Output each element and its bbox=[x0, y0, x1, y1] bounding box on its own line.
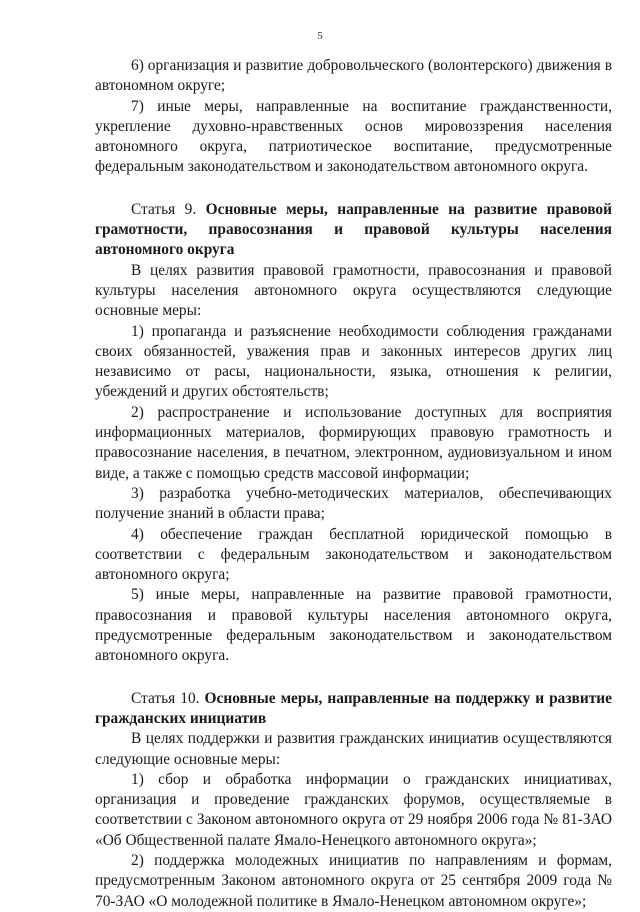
document-body bbox=[95, 56, 612, 912]
article-10-intro: В целях поддержки и развития гражданских инициатив осуществляются следующие основные меры: bbox=[95, 730, 612, 768]
list-item: 7) иные меры, направленные на воспитание гражданственности, укрепление духовно-нравственных основ мировоззрения населения автономного округа, патриотическое воспитание, предусмотренные федеральным законодательством и законодательством автономного округа. bbox=[95, 97, 612, 176]
article-9-title: Основные меры, направленные на развитие правовой грамотности, правосознания и правовой культуры населения автономного округа bbox=[95, 200, 612, 259]
article-9-prefix: Статья 9. bbox=[131, 200, 197, 218]
section-spacer bbox=[95, 667, 612, 689]
list-item: 1) сбор и обработка информации о гражданских инициативах, организация и проведение гражданских форумов, осуществляемые в соответствии с Законом автономного округа от 29 ноября 2006 года № 81-ЗАО «Об Общественной палате Ямало-Ненецкого автономного округа»; bbox=[95, 770, 612, 849]
article-9-heading bbox=[95, 200, 612, 261]
list-item: 2) поддержка молодежных инициатив по направлениям и формам, предусмотренным Законом автономного округа от 25 сентября 2009 года № 70-ЗАО «О молодежной политике в Ямало-Ненецком автономном округе»; bbox=[95, 851, 612, 910]
article-10-heading bbox=[95, 689, 612, 730]
list-item: 3) разработка учебно-методических материалов, обеспечивающих получение знаний в области права; bbox=[95, 484, 612, 523]
page-number: 5 bbox=[317, 30, 323, 42]
list-item: 2) распространение и использование доступных для восприятия информационных материалов, формирующих правовую грамотность и правосознание населения, в печатном, электронном, аудиовизуальном и ином виде, а также с помощью средств массовой информации; bbox=[95, 403, 612, 482]
list-item: 4) обеспечение граждан бесплатной юридической помощью в соответствии с федеральным законодательством и законодательством автономного округа; bbox=[95, 525, 612, 584]
section-spacer bbox=[95, 178, 612, 200]
list-item: 6) организация и развитие добровольческого (волонтерского) движения в автономном округе; bbox=[95, 57, 612, 95]
article-10-title: Основные меры, направленные на поддержку и развитие гражданских инициатив bbox=[95, 689, 612, 727]
list-item: 1) пропаганда и разъяснение необходимости соблюдения гражданами своих обязанностей, уважения прав и законных интересов других лиц независимо от расы, национальности, языка, отношения к религии, убеждений и других обстоятельств; bbox=[95, 322, 612, 401]
list-item: 5) иные меры, направленные на развитие правовой грамотности, правосознания и правовой культуры населения автономного округа, предусмотренные федеральным законодательством и законодательством автономного округа. bbox=[95, 586, 612, 665]
article-10-prefix: Статья 10. bbox=[131, 689, 200, 707]
article-9-intro: В целях развития правовой грамотности, правосознания и правовой культуры населения автономного округа осуществляются следующие основные меры: bbox=[95, 261, 612, 320]
